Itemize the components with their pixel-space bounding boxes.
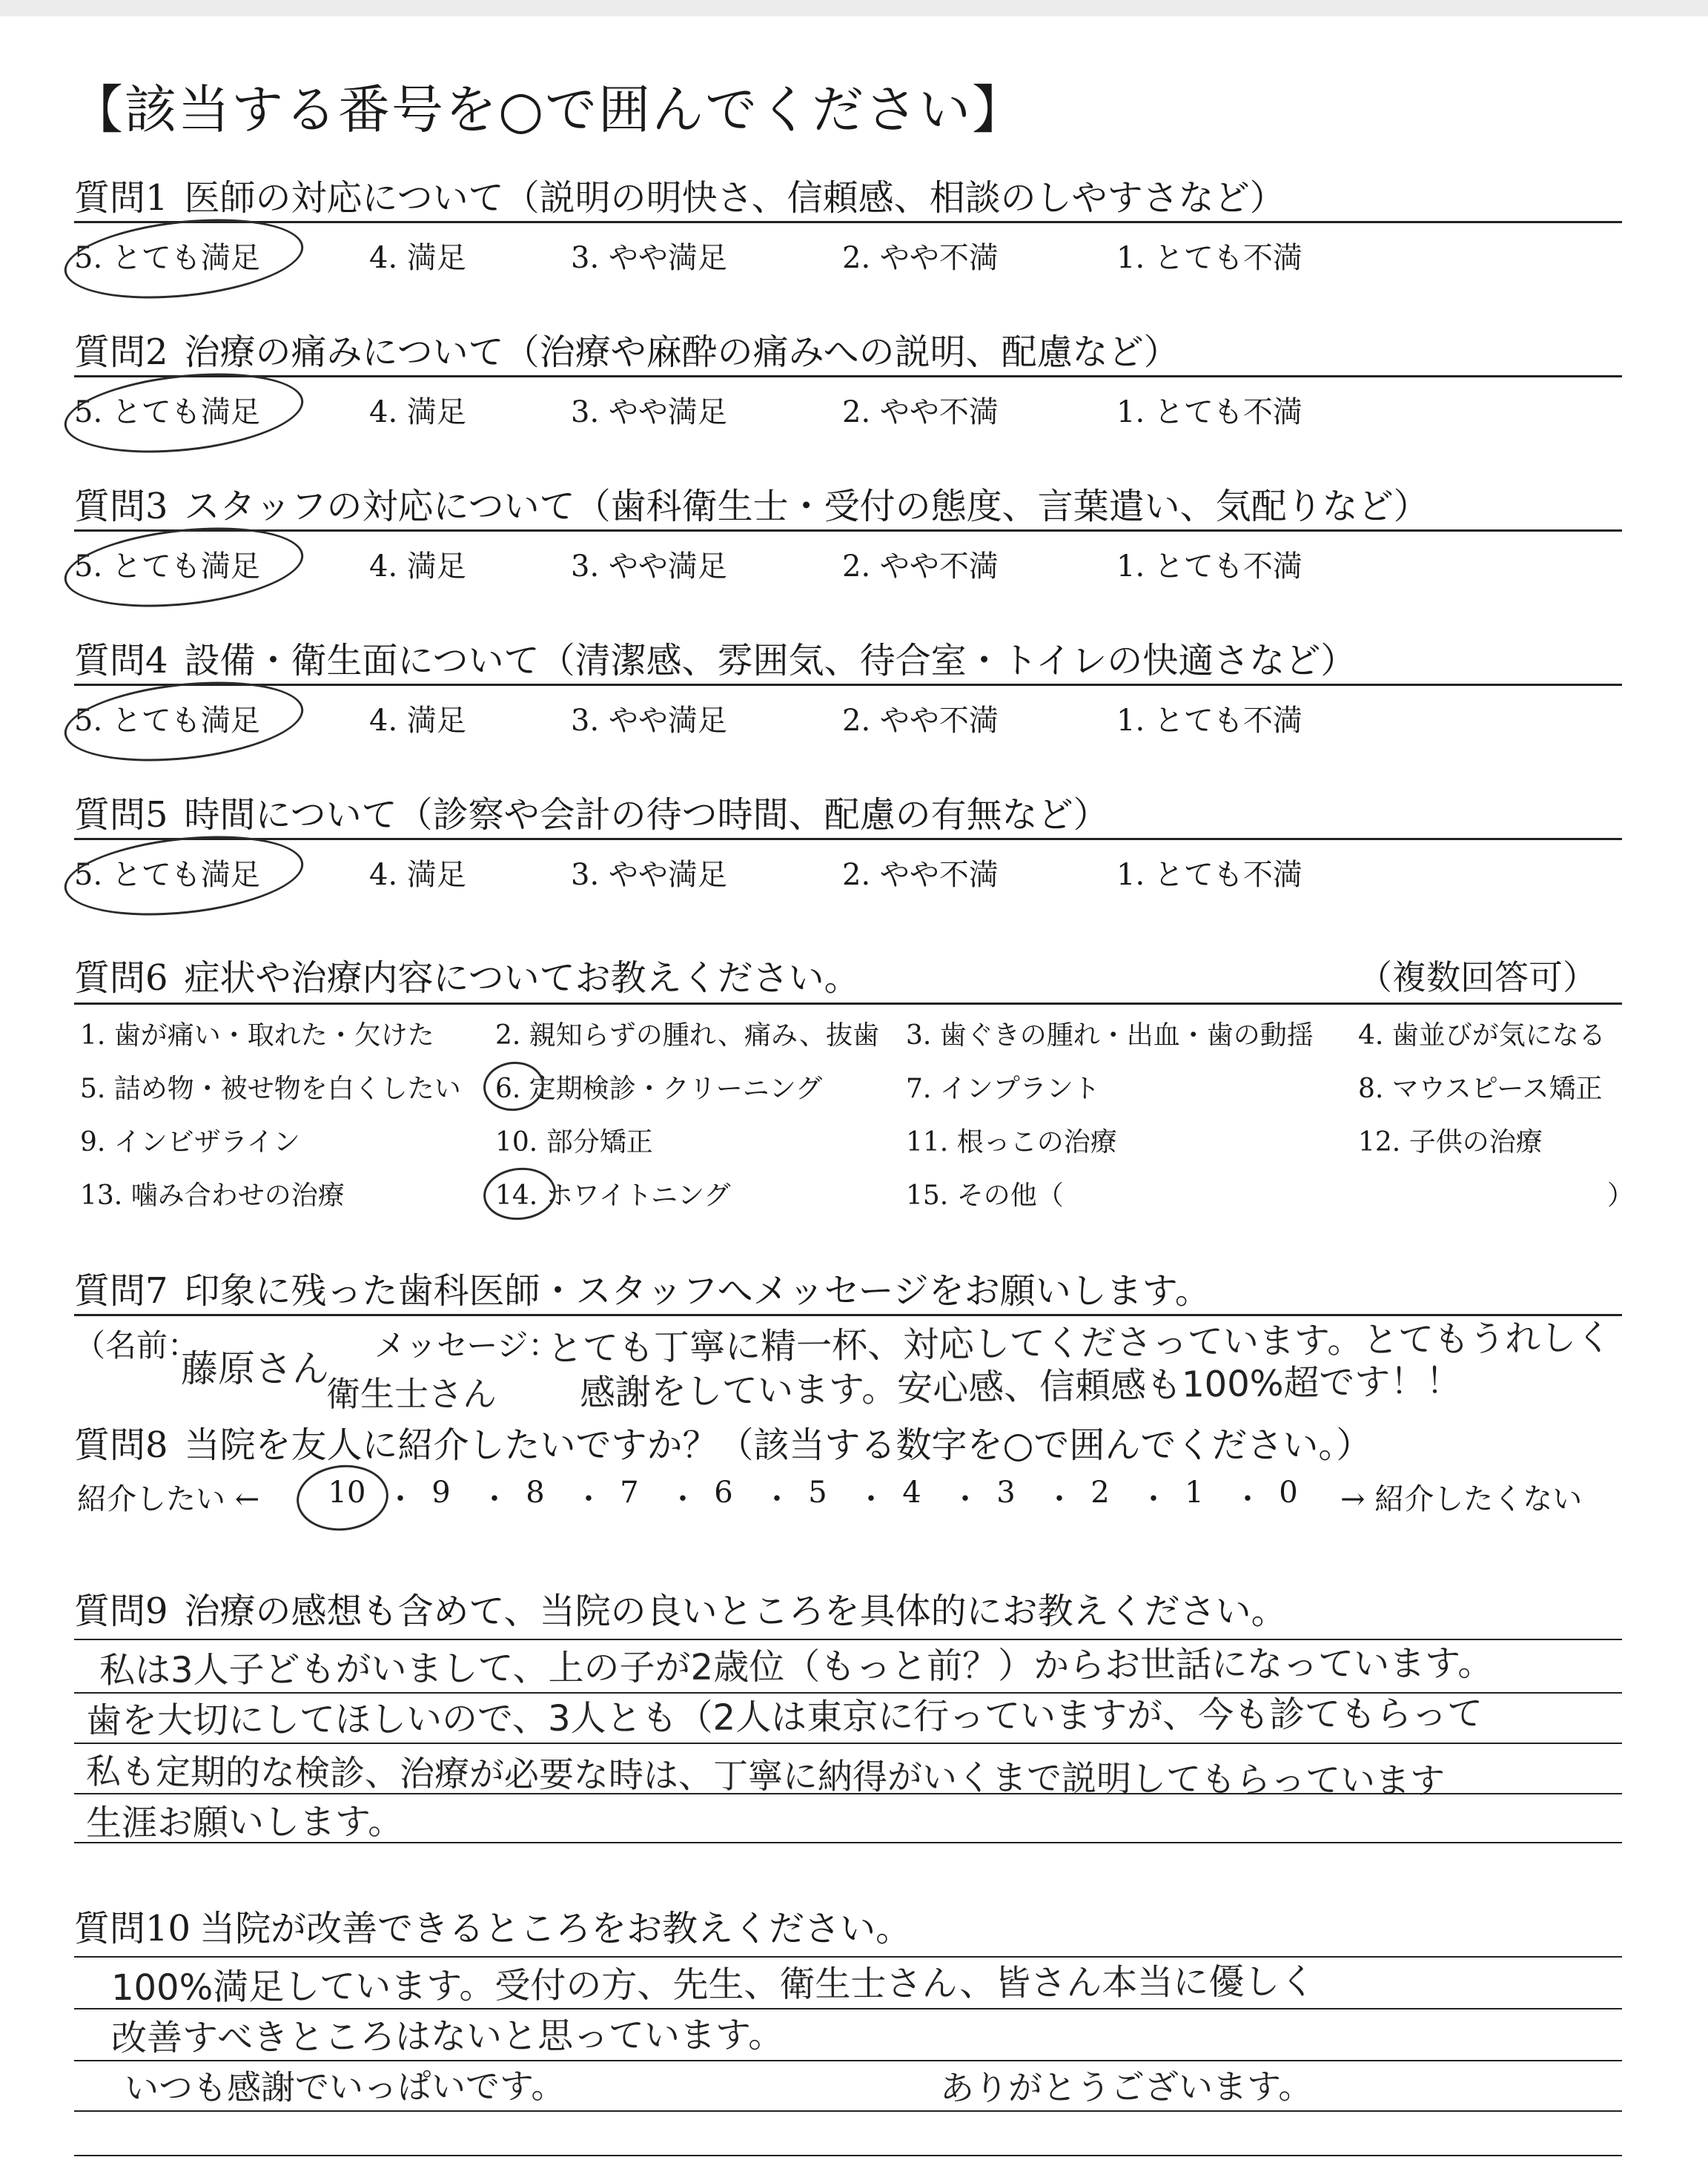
q2-option-4[interactable]: 4. 満足 [369, 395, 466, 429]
q8-scale-separator: ・ [762, 1482, 792, 1516]
q4-option-4[interactable]: 4. 満足 [369, 704, 466, 738]
q8-scale-9[interactable]: 9 [431, 1476, 451, 1510]
q8-scale-separator: ・ [480, 1482, 509, 1516]
q2-selection-circle [61, 363, 308, 463]
q8-text: 当院を友人に紹介したいですか？（該当する数字を○で囲んでください。） [184, 1424, 1372, 1466]
q7-name-handwritten-2: 衛生士さん [326, 1374, 497, 1414]
q8-scale-separator: ・ [950, 1482, 980, 1516]
q4-selection-circle [61, 671, 308, 771]
q2-option-3[interactable]: 3. やや満足 [571, 395, 727, 429]
q9-handwritten-line: 私も定期的な検診、治療が必要な時は、丁寧に納得がいくまで説明してもらっています [85, 1751, 1446, 1802]
q3-option-5[interactable]: 5. とても満足 [74, 549, 260, 584]
q3-option-2[interactable]: 2. やや不満 [842, 549, 999, 584]
q10-handwritten-line: いつも感謝でいっぱいです。 [124, 2065, 566, 2108]
q9-handwritten-line: 生涯お願いします。 [85, 1800, 404, 1844]
q8-scale-10[interactable]: 10 [328, 1476, 366, 1510]
q6-option-5[interactable]: 5. 詰め物・被せ物を白くしたい [80, 1074, 461, 1104]
q8-number: 質問8 [74, 1424, 168, 1466]
q3-number: 質問3 [74, 486, 168, 527]
q6-option-12[interactable]: 12. 子供の治療 [1358, 1127, 1543, 1157]
q8-scale-separator: ・ [856, 1482, 886, 1516]
q9-number: 質問9 [74, 1591, 168, 1632]
q8-scale-7[interactable]: 7 [620, 1476, 639, 1510]
q6-selection-circle-14 [481, 1164, 559, 1223]
q8-selection-circle [294, 1461, 392, 1535]
q1-option-5[interactable]: 5. とても満足 [74, 241, 260, 275]
q6-option-6[interactable]: 6. 定期検診・クリーニング [495, 1074, 823, 1104]
q8-scale-5[interactable]: 5 [808, 1476, 827, 1510]
q6-option-13[interactable]: 13. 噛み合わせの治療 [80, 1180, 345, 1211]
q9-text: 治療の感想も含めて、当院の良いところを具体的にお教えください。 [184, 1591, 1287, 1632]
q6-option-2[interactable]: 2. 親知らずの腫れ、痛み、抜歯 [495, 1020, 880, 1051]
q6-text: 症状や治療内容についてお教えください。 [184, 957, 860, 999]
q4-number: 質問4 [74, 640, 168, 681]
q9-handwritten-line: 私は3人子どもがいまして、上の子が2歳位（もっと前？）からお世話になっています。 [99, 1642, 1494, 1691]
q6-option-14[interactable]: 14. ホワイトニング [495, 1180, 731, 1211]
q8-scale-separator: ・ [1139, 1482, 1168, 1516]
q3-selection-circle [61, 517, 308, 617]
q4-rule [74, 684, 1622, 686]
q6-number: 質問6 [74, 957, 168, 999]
q3-rule [74, 529, 1622, 532]
q5-heading [74, 786, 1109, 837]
q7-text: 印象に残った歯科医師・スタッフへメッセージをお願いします。 [184, 1270, 1211, 1312]
q1-text: 医師の対応について（説明の明快さ、信頼感、相談のしやすさなど） [184, 177, 1285, 219]
q6-option-1[interactable]: 1. 歯が痛い・取れた・欠けた [80, 1020, 434, 1051]
q5-option-1[interactable]: 1. とても不満 [1116, 858, 1302, 892]
q2-text: 治療の痛みについて（治療や麻酔の痛みへの説明、配慮など） [184, 331, 1179, 373]
q6-multiple-note: （複数回答可） [1358, 957, 1597, 997]
q6-option-3[interactable]: 3. 歯ぐきの腫れ・出血・歯の動揺 [906, 1020, 1314, 1051]
q10-answer-rule [74, 2110, 1622, 2112]
q6-option-9[interactable]: 9. インビザライン [80, 1127, 300, 1157]
q7-message-handwritten-2: 感謝をしています。安心感、信頼感も100%超です！！ [579, 1360, 1462, 1414]
q10-handwritten-line: 改善すべきところはないと思っています。 [110, 2014, 784, 2059]
q7-message-label: メッセージ： [374, 1327, 560, 1364]
q6-option-other-close: ） [1607, 1180, 1635, 1211]
q8-heading [74, 1416, 1371, 1467]
scan-top-edge [0, 0, 1708, 16]
q1-selection-circle [61, 208, 308, 308]
q4-option-3[interactable]: 3. やや満足 [571, 704, 727, 738]
q10-number: 質問10 [74, 1908, 191, 1949]
q1-option-3[interactable]: 3. やや満足 [571, 241, 727, 275]
q8-scale-separator: ・ [574, 1482, 603, 1516]
q1-heading [74, 169, 1285, 220]
q4-heading [74, 632, 1356, 683]
q8-scale-0[interactable]: 0 [1279, 1476, 1298, 1510]
q4-option-1[interactable]: 1. とても不満 [1116, 704, 1302, 738]
q6-option-11[interactable]: 11. 根っこの治療 [906, 1127, 1117, 1157]
q1-rule [74, 221, 1622, 223]
q10-handwritten-line: 100%満足しています。受付の方、先生、衛生士さん、皆さん本当に優しく [110, 1961, 1316, 2009]
q9-handwritten-line: 歯を大切にしてほしいので、3人とも（2人は東京に行っていますが、今も診てもらって [85, 1693, 1483, 1742]
q8-scale-separator: ・ [1233, 1482, 1262, 1516]
page-title: 【該当する番号を○で囲んでください】 [71, 79, 1026, 140]
q2-option-2[interactable]: 2. やや不満 [842, 395, 999, 429]
q4-option-5[interactable]: 5. とても満足 [74, 704, 260, 738]
q6-rule [74, 1003, 1622, 1005]
q8-scale-separator: ・ [1045, 1482, 1074, 1516]
q5-option-5[interactable]: 5. とても満足 [74, 858, 260, 892]
q8-scale-separator: ・ [385, 1482, 415, 1516]
q6-option-8[interactable]: 8. マウスピース矯正 [1358, 1074, 1603, 1104]
q3-text: スタッフの対応について（歯科衛生士・受付の態度、言葉遣い、気配りなど） [184, 486, 1429, 527]
q6-option-4[interactable]: 4. 歯並びが気になる [1358, 1020, 1606, 1051]
q6-option-10[interactable]: 10. 部分矯正 [495, 1127, 653, 1157]
q8-scale-4[interactable]: 4 [902, 1476, 921, 1510]
q6-option-15[interactable]: 15. その他（ [906, 1180, 1064, 1211]
q1-option-4[interactable]: 4. 満足 [369, 241, 466, 275]
q5-number: 質問5 [74, 794, 168, 836]
q1-option-1[interactable]: 1. とても不満 [1116, 241, 1302, 275]
q1-option-2[interactable]: 2. やや不満 [842, 241, 999, 275]
q2-option-1[interactable]: 1. とても不満 [1116, 395, 1302, 429]
q2-heading [74, 323, 1179, 374]
q6-heading [74, 949, 860, 1000]
q5-selection-circle [61, 825, 308, 925]
q9-heading [74, 1582, 1287, 1634]
q4-text: 設備・衛生面について（清潔感、雰囲気、待合室・トイレの快適さなど） [184, 640, 1357, 681]
q9-answer-rule [74, 1743, 1622, 1744]
q4-option-2[interactable]: 2. やや不満 [842, 704, 999, 738]
q7-message-handwritten-1: とても丁寧に精一杯、対応してくださっています。とてもうれしく [546, 1316, 1612, 1370]
q7-heading [74, 1262, 1211, 1313]
q3-option-3[interactable]: 3. やや満足 [571, 549, 727, 584]
q8-right-label: → 紹介したくない [1340, 1482, 1583, 1516]
q5-option-4[interactable]: 4. 満足 [369, 858, 466, 892]
q10-heading [74, 1900, 911, 1951]
q8-scale-1[interactable]: 1 [1185, 1476, 1204, 1510]
q7-name-label: （名前： [74, 1327, 199, 1364]
q10-handwritten-line: ありがとうございます。 [939, 2066, 1313, 2108]
q5-option-3[interactable]: 3. やや満足 [571, 858, 727, 892]
q3-option-1[interactable]: 1. とても不満 [1116, 549, 1302, 584]
q8-scale-separator: ・ [668, 1482, 698, 1516]
q3-option-4[interactable]: 4. 満足 [369, 549, 466, 584]
q7-name-handwritten-1: 藤原さん [181, 1347, 329, 1390]
q2-number: 質問2 [74, 331, 168, 373]
q10-answer-rule [74, 2155, 1622, 2156]
q1-number: 質問1 [74, 177, 168, 219]
q5-text: 時間について（診察や会計の待つ時間、配慮の有無など） [184, 794, 1109, 836]
q10-text: 当院が改善できるところをお教えください。 [199, 1908, 912, 1949]
q2-rule [74, 375, 1622, 377]
q3-heading [74, 478, 1429, 529]
q6-option-7[interactable]: 7. インプラント [906, 1074, 1100, 1104]
q7-number: 質問7 [74, 1270, 168, 1312]
q8-scale-6[interactable]: 6 [714, 1476, 733, 1510]
q2-option-5[interactable]: 5. とても満足 [74, 395, 260, 429]
q8-scale-2[interactable]: 2 [1090, 1476, 1110, 1510]
q8-left-label: 紹介したい ← [77, 1482, 260, 1516]
q5-rule [74, 838, 1622, 840]
q8-scale-3[interactable]: 3 [996, 1476, 1016, 1510]
q8-scale-8[interactable]: 8 [526, 1476, 545, 1510]
q5-option-2[interactable]: 2. やや不満 [842, 858, 999, 892]
